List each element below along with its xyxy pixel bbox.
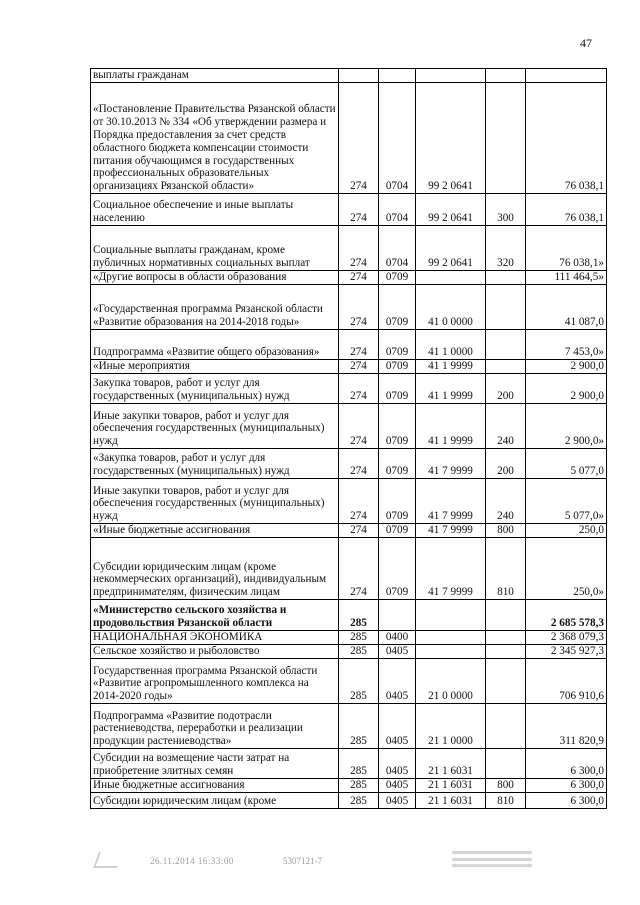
row-code: 274 [339,479,379,524]
table-row [91,659,607,704]
row-name: Субсидии юридическим лицам (кроме некоммерческих организаций), индивидуальным предпринимателям, физическим лицам [91,538,339,600]
row-expense-type [486,69,526,83]
table-row [91,360,607,374]
row-csr [416,271,486,285]
row-name: Закупка товаров, работ и услуг для государственных (муниципальных) нужд [91,374,339,404]
row-section: 0405 [379,704,416,749]
row-name: Субсидии юридическим лицам (кроме [91,793,339,809]
row-section: 0704 [379,83,416,194]
row-section: 0405 [379,779,416,793]
row-code: 274 [339,524,379,538]
row-code: 285 [339,631,379,645]
row-expense-type [486,360,526,374]
row-code: 274 [339,449,379,479]
row-expense-type: 240 [486,404,526,449]
row-sum: 706 910,6 [526,659,607,704]
row-sum: 5 077,0 [526,449,607,479]
row-expense-type: 240 [486,479,526,524]
row-name: «Закупка товаров, работ и услуг для государственных (муниципальных) нужд [91,449,339,479]
row-csr: 21 1 6031 [416,749,486,779]
table-row [91,749,607,779]
row-name: «Постановление Правительства Рязанской области от 30.10.2013 № 334 «Об утверждении размера и Порядка предоставления за счет средств областного бюджета компенсации стоимости питания обучающимся в государственных профессиональных образовательных организациях Рязанской области» [91,83,339,194]
row-expense-type [486,749,526,779]
row-sum: 111 464,5» [526,271,607,285]
row-sum: 76 038,1 [526,83,607,194]
row-csr [416,631,486,645]
row-csr [416,645,486,659]
row-section: 0709 [379,360,416,374]
footer-seal-icon [452,851,532,867]
row-section: 0709 [379,285,416,330]
row-sum: 2 345 927,3 [526,645,607,659]
footer-timestamp: 26.11.2014 16:33:00 [150,856,234,866]
table-row [91,645,607,659]
row-name: Подпрограмма «Развитие подотрасли растениеводства, переработки и реализации продукции растениеводства» [91,704,339,749]
row-csr: 41 7 9999 [416,524,486,538]
budget-table [90,68,607,809]
row-name: «Иные мероприятия [91,360,339,374]
row-expense-type [486,631,526,645]
row-expense-type [486,704,526,749]
table-row [91,285,607,330]
row-code: 285 [339,659,379,704]
row-section: 0405 [379,659,416,704]
table-row [91,631,607,645]
row-sum: 2 900,0 [526,374,607,404]
row-expense-type [486,600,526,631]
row-csr: 41 1 9999 [416,374,486,404]
row-code: 274 [339,330,379,360]
row-section: 0405 [379,749,416,779]
row-sum: 250,0» [526,538,607,600]
row-name: Иные бюджетные ассигнования [91,779,339,793]
row-csr: 99 2 0641 [416,226,486,271]
row-csr: 21 1 6031 [416,793,486,809]
table-row [91,704,607,749]
row-expense-type: 800 [486,524,526,538]
row-section: 0704 [379,226,416,271]
row-code: 274 [339,83,379,194]
row-sum: 311 820,9 [526,704,607,749]
footer-mark-icon [93,852,123,868]
row-code: 285 [339,749,379,779]
row-code [339,69,379,83]
row-csr: 21 0 0000 [416,659,486,704]
row-section: 0709 [379,404,416,449]
row-sum: 250,0 [526,524,607,538]
table-row [91,524,607,538]
row-sum: 6 300,0 [526,779,607,793]
row-section: 0709 [379,271,416,285]
row-expense-type [486,659,526,704]
row-expense-type [486,645,526,659]
row-csr: 41 7 9999 [416,449,486,479]
row-expense-type [486,330,526,360]
row-sum: 2 900,0 [526,360,607,374]
row-name: Субсидии на возмещение части затрат на приобретение элитных семян [91,749,339,779]
row-csr: 41 1 9999 [416,360,486,374]
row-sum: 2 685 578,3 [526,600,607,631]
row-name: «Министерство сельского хозяйства и продовольствия Рязанской области [91,600,339,631]
row-section: 0405 [379,793,416,809]
row-sum: 2 368 079,3 [526,631,607,645]
row-sum: 5 077,0» [526,479,607,524]
row-expense-type [486,285,526,330]
row-code: 285 [339,600,379,631]
table-row [91,793,607,809]
row-section [379,600,416,631]
row-name: «Другие вопросы в области образования [91,271,339,285]
table-row [91,226,607,271]
row-name: Государственная программа Рязанской области «Развитие агропромышленного комплекса на 2014-2020 годы» [91,659,339,704]
row-csr: 99 2 0641 [416,194,486,226]
table-row [91,194,607,226]
row-name: «Иные бюджетные ассигнования [91,524,339,538]
row-csr: 41 0 0000 [416,285,486,330]
row-section: 0709 [379,524,416,538]
table-row [91,83,607,194]
table-row [91,600,607,631]
row-sum [526,69,607,83]
row-sum: 6 300,0 [526,793,607,809]
row-name: Иные закупки товаров, работ и услуг для обеспечения государственных (муниципальных) нужд [91,404,339,449]
row-code: 274 [339,404,379,449]
row-csr: 99 2 0641 [416,83,486,194]
row-section: 0405 [379,645,416,659]
row-name: Иные закупки товаров, работ и услуг для обеспечения государственных (муниципальных) нужд [91,479,339,524]
row-code: 274 [339,374,379,404]
row-name: НАЦИОНАЛЬНАЯ ЭКОНОМИКА [91,631,339,645]
row-sum: 41 087,0 [526,285,607,330]
row-code: 285 [339,793,379,809]
row-section: 0400 [379,631,416,645]
page-number: 47 [580,36,592,50]
row-csr: 41 7 9999 [416,538,486,600]
row-expense-type [486,83,526,194]
row-section: 0709 [379,538,416,600]
row-name: Социальное обеспечение и иные выплаты населению [91,194,339,226]
row-expense-type: 200 [486,449,526,479]
row-expense-type: 800 [486,779,526,793]
budget-table-body [91,69,607,809]
table-row [91,374,607,404]
row-code: 274 [339,226,379,271]
row-csr [416,69,486,83]
row-section: 0709 [379,374,416,404]
row-csr [416,600,486,631]
row-expense-type: 320 [486,226,526,271]
row-section: 0704 [379,194,416,226]
row-expense-type: 300 [486,194,526,226]
row-section: 0709 [379,449,416,479]
footer-document-code: 5307121-7 [283,856,322,866]
row-csr: 21 1 0000 [416,704,486,749]
row-sum: 76 038,1 [526,194,607,226]
row-name: Социальные выплаты гражданам, кроме публичных нормативных социальных выплат [91,226,339,271]
row-code: 274 [339,538,379,600]
row-code: 274 [339,194,379,226]
table-row [91,479,607,524]
row-code: 274 [339,285,379,330]
table-row [91,779,607,793]
row-expense-type: 810 [486,793,526,809]
table-row [91,538,607,600]
table-row [91,404,607,449]
row-section: 0709 [379,479,416,524]
row-name: Сельское хозяйство и рыболовство [91,645,339,659]
row-csr: 41 1 9999 [416,404,486,449]
row-expense-type: 810 [486,538,526,600]
row-csr: 41 1 0000 [416,330,486,360]
row-section [379,69,416,83]
row-sum: 2 900,0» [526,404,607,449]
row-csr: 21 1 6031 [416,779,486,793]
row-name: выплаты гражданам [91,69,339,83]
row-section: 0709 [379,330,416,360]
row-expense-type [486,271,526,285]
row-code: 274 [339,271,379,285]
table-row [91,69,607,83]
row-code: 285 [339,779,379,793]
row-code: 285 [339,704,379,749]
row-code: 285 [339,645,379,659]
table-row [91,330,607,360]
row-code: 274 [339,360,379,374]
row-sum: 6 300,0 [526,749,607,779]
row-sum: 76 038,1» [526,226,607,271]
row-expense-type: 200 [486,374,526,404]
row-csr: 41 7 9999 [416,479,486,524]
row-sum: 7 453,0» [526,330,607,360]
table-row [91,271,607,285]
row-name: Подпрограмма «Развитие общего образования» [91,330,339,360]
row-name: «Государственная программа Рязанской области «Развитие образования на 2014-2018 годы» [91,285,339,330]
table-row [91,449,607,479]
